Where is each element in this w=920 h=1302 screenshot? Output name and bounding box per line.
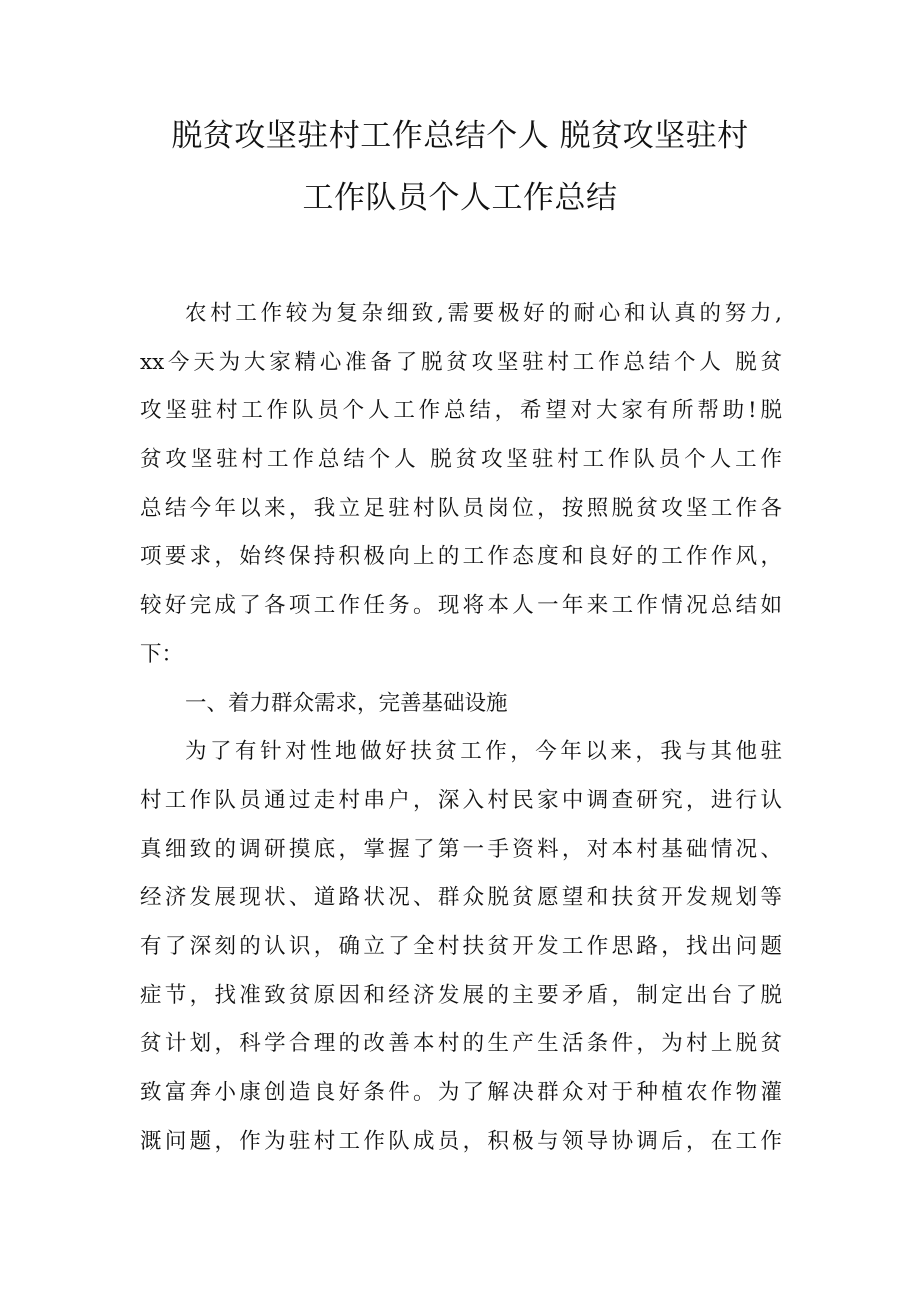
- title-line: 脱贫攻坚驻村工作总结个人 脱贫攻坚驻村: [171, 118, 749, 154]
- paragraph-line: 致富奔小康创造良好条件。为了解决群众对于种植农作物灌: [140, 1080, 782, 1105]
- title-line: 工作队员个人工作总结: [302, 180, 618, 216]
- paragraph-line: 症节，找准致贫原因和经济发展的主要矛盾，制定出台了脱: [140, 982, 782, 1008]
- paragraph-line: 有了深刻的认识，确立了全村扶贫开发工作思路，找出问题: [140, 933, 782, 959]
- paragraph-line: 真细致的调研摸底，掌握了第一手资料，对本村基础情况、: [140, 836, 782, 862]
- paragraph-line: 农村工作较为复杂细致,需要极好的耐心和认真的努力,: [185, 301, 782, 326]
- paragraph-line: 下：: [140, 641, 184, 667]
- paragraph-line: xx今天为大家精心准备了脱贫攻坚驻村工作总结个人 脱贫: [140, 349, 782, 375]
- section-heading: 一、着力群众需求，完善基础设施: [185, 690, 508, 716]
- paragraph-line: 贫计划，科学合理的改善本村的生产生活条件，为村上脱贫: [140, 1031, 782, 1057]
- paragraph-line: 溉问题，作为驻村工作队成员，积极与领导协调后，在工作: [140, 1128, 782, 1154]
- paragraph-line: 较好完成了各项工作任务。现将本人一年来工作情况总结如: [140, 593, 782, 619]
- paragraph-line: 为了有针对性地做好扶贫工作，今年以来，我与其他驻: [185, 739, 782, 765]
- paragraph-line: 总结今年以来，我立足驻村队员岗位，按照脱贫攻坚工作各: [140, 495, 782, 521]
- paragraph-line: 项要求，始终保持积极向上的工作态度和良好的工作作风，: [140, 544, 782, 570]
- paragraph-line: 村工作队员通过走村串户，深入村民家中调查研究，进行认: [140, 787, 782, 813]
- document-title: [140, 105, 780, 229]
- paragraph-line: 攻坚驻村工作队员个人工作总结，希望对大家有所帮助!脱: [140, 398, 782, 424]
- paragraph-line: 经济发展现状、道路状况、群众脱贫愿望和扶贫开发规划等: [140, 885, 782, 911]
- document-body: [140, 290, 782, 1166]
- paragraph-line: 贫攻坚驻村工作总结个人 脱贫攻坚驻村工作队员个人工作: [140, 447, 782, 473]
